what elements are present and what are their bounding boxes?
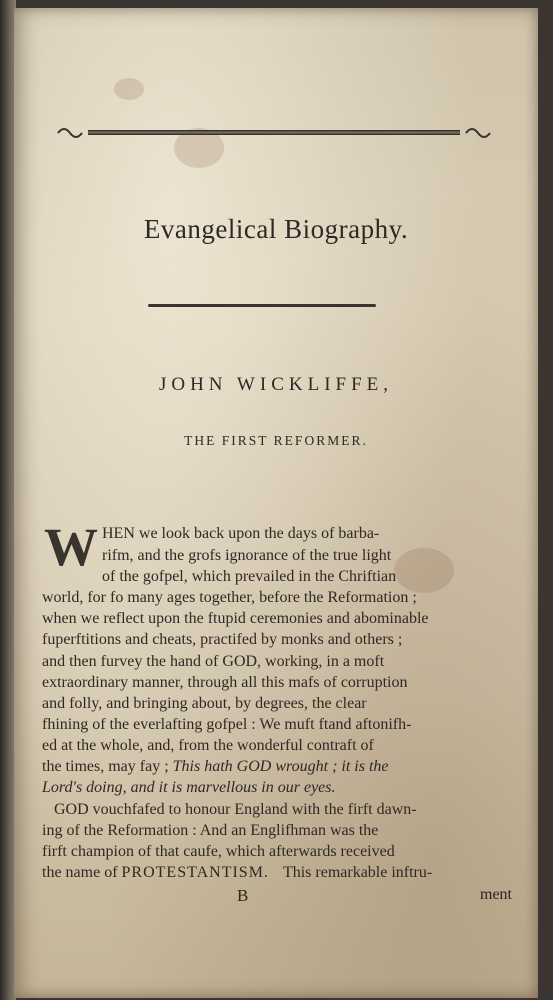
text-line: rifm, and the grofs ignorance of the true light	[102, 547, 392, 564]
header-ornament	[54, 122, 494, 144]
signature-mark: B	[237, 886, 249, 905]
text-line: of the gofpel, which prevailed in the Chriftian	[102, 568, 397, 585]
text-line: extraordinary manner, through all this mafs of corruption	[42, 674, 408, 691]
text-line: Lord's doing, and it is marvellous in our eyes.	[42, 779, 336, 796]
page-stain	[394, 548, 454, 593]
text-line: and then furvey the hand of GOD, working, in a moft	[42, 653, 385, 670]
chapter-heading: JOHN WICKLIFFE,	[158, 374, 394, 395]
italic-quote: This hath GOD wrought ; it is the	[172, 758, 389, 775]
book-page	[14, 8, 538, 998]
page-title: Evangelical Biography.	[143, 214, 409, 244]
text-line: HEN we look back upon the days of barba-	[102, 525, 380, 542]
page-stain	[114, 78, 144, 100]
text-line: ing of the Reformation : And an Englifhman was the	[42, 822, 379, 839]
chapter-subheading: THE FIRST REFORMER.	[184, 433, 368, 448]
text-line: fuperftitions and cheats, practifed by monks and others ;	[42, 631, 403, 648]
text-line	[42, 757, 389, 777]
text-span: the name of	[42, 864, 118, 881]
drop-cap: W	[44, 517, 98, 577]
text-line: when we reflect upon the ftupid ceremonies and abominable	[42, 610, 429, 627]
text-span: the times, may fay ;	[42, 758, 169, 775]
text-line: firft champion of that caufe, which afterwards received	[42, 843, 395, 860]
text-line: ed at the whole, and, from the wonderful contraft of	[42, 737, 374, 754]
text-line: and folly, and bringing about, by degrees, the clear	[42, 695, 367, 712]
text-line: GOD vouchfafed to honour England with the firft dawn-	[54, 801, 417, 818]
text-span: This remarkable inftru-	[282, 864, 433, 881]
text-line: fhining of the everlafting gofpel : We muft ftand aftonifh-	[42, 716, 412, 733]
catchword: ment	[480, 886, 512, 903]
title-rule	[148, 304, 376, 307]
text-line	[42, 863, 432, 883]
text-line: world, for fo many ages together, before the Reformation ;	[42, 589, 417, 606]
small-caps-term: PROTESTANTISM.	[121, 864, 269, 881]
